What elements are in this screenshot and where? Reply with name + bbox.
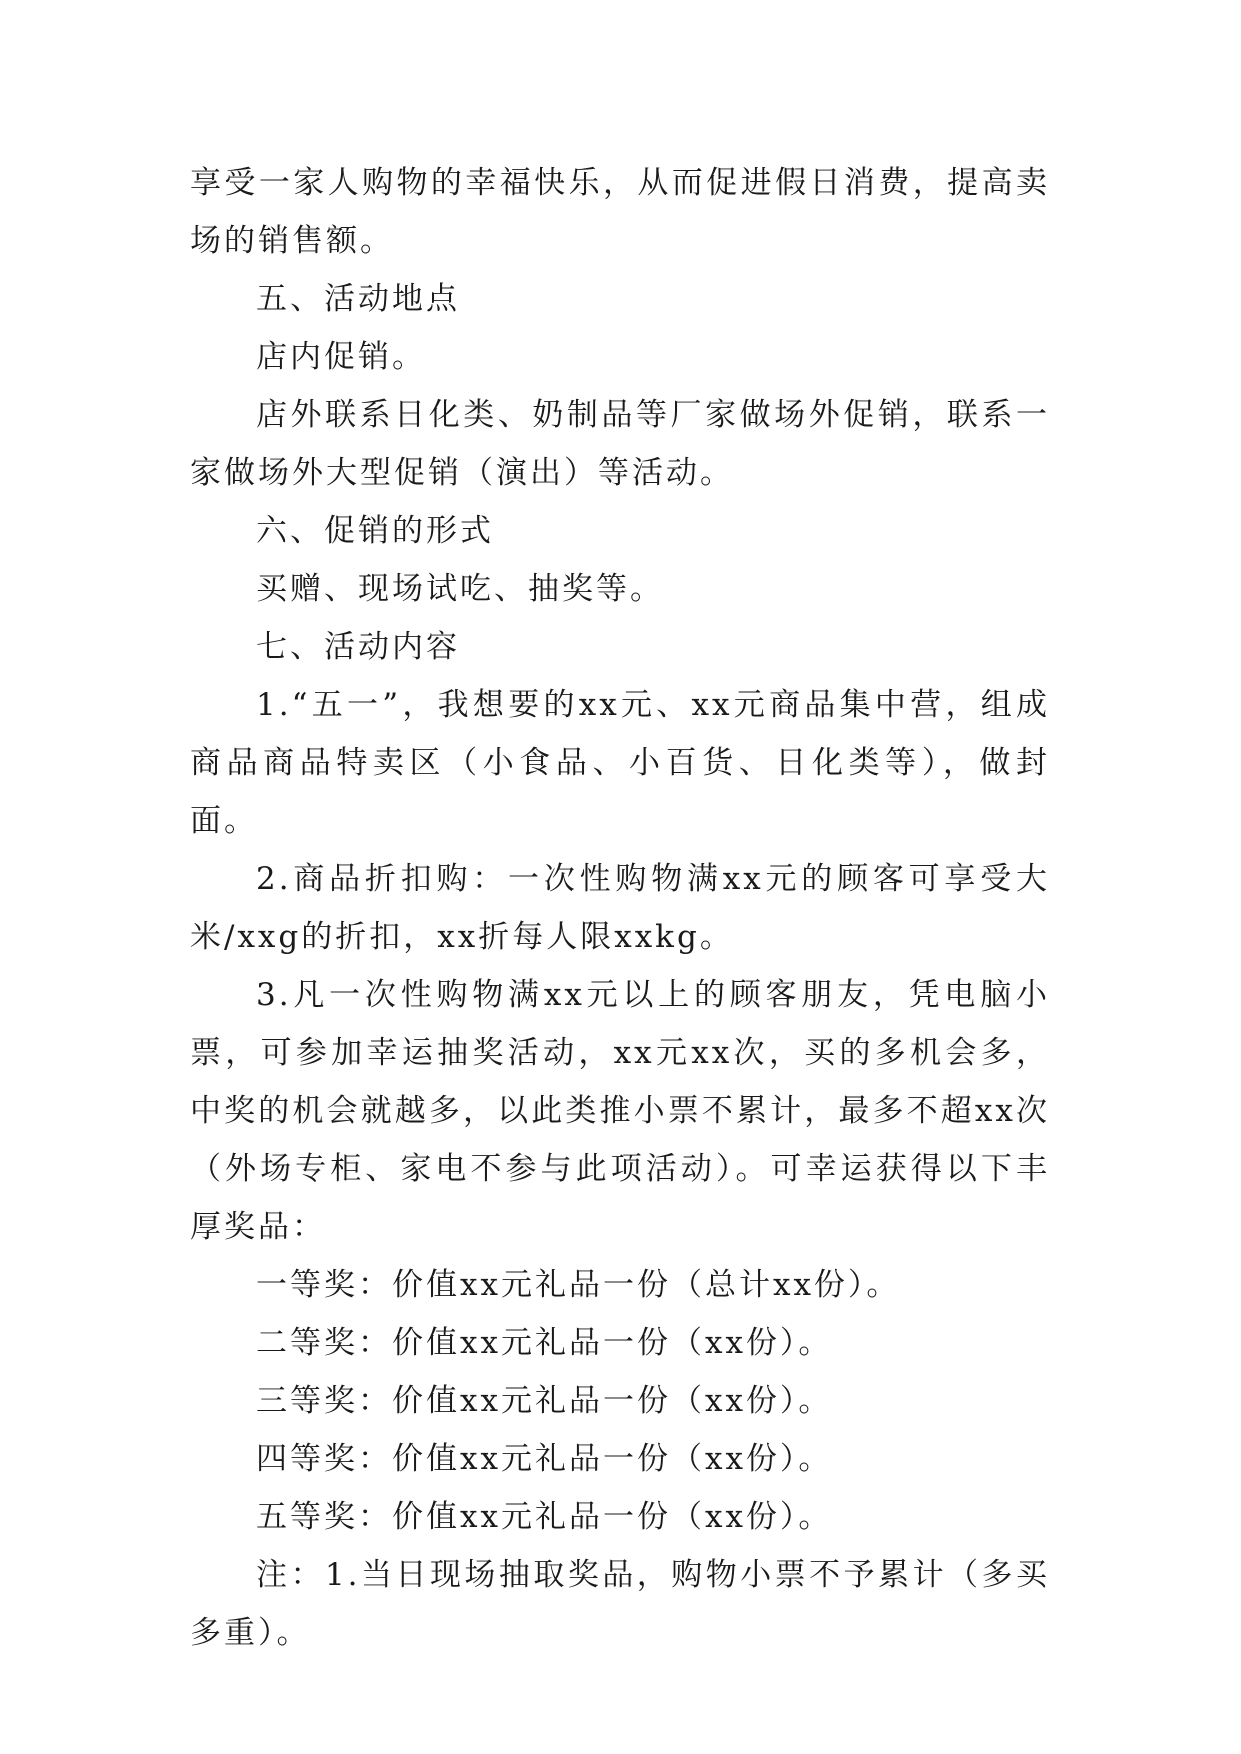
note-paragraph: 注：1.当日现场抽取奖品，购物小票不予累计（多买多重）。 bbox=[190, 1557, 1050, 1651]
prize-fourth: 四等奖：价值xx元礼品一份（xx份）。 bbox=[256, 1441, 833, 1477]
list-item-1: 1.“五一”，我想要的xx元、xx元商品集中营，组成商品商品特卖区（小食品、小百货、日化类等），做封面。 bbox=[190, 687, 1050, 839]
body-text bbox=[190, 154, 1050, 1662]
list-item-3: 3.凡一次性购物满xx元以上的顾客朋友，凭电脑小票，可参加幸运抽奖活动，xx元xx次，买的多机会多，中奖的机会就越多，以此类推小票不累计，最多不超xx次（外场专柜、家电不参与此项活动）。可幸运获得以下丰厚奖品： bbox=[190, 977, 1050, 1245]
paragraph-continuation: 享受一家人购物的幸福快乐，从而促进假日消费，提高卖场的销售额。 bbox=[190, 165, 1050, 259]
prize-second: 二等奖：价值xx元礼品一份（xx份）。 bbox=[256, 1325, 833, 1361]
section-heading-location: 五、活动地点 bbox=[256, 281, 460, 317]
paragraph-outdoor: 店外联系日化类、奶制品等厂家做场外促销，联系一家做场外大型促销（演出）等活动。 bbox=[190, 397, 1050, 491]
section-heading-format: 六、促销的形式 bbox=[256, 513, 494, 549]
prize-first: 一等奖：价值xx元礼品一份（总计xx份）。 bbox=[256, 1267, 901, 1303]
prize-third: 三等奖：价值xx元礼品一份（xx份）。 bbox=[256, 1383, 833, 1419]
paragraph-in-store: 店内促销。 bbox=[256, 339, 426, 375]
section-heading-content: 七、活动内容 bbox=[256, 629, 460, 665]
prize-fifth: 五等奖：价值xx元礼品一份（xx份）。 bbox=[256, 1499, 833, 1535]
list-item-2: 2.商品折扣购：一次性购物满xx元的顾客可享受大米/xxg的折扣，xx折每人限xxkg。 bbox=[190, 861, 1050, 955]
paragraph-format: 买赠、现场试吃、抽奖等。 bbox=[256, 571, 664, 607]
